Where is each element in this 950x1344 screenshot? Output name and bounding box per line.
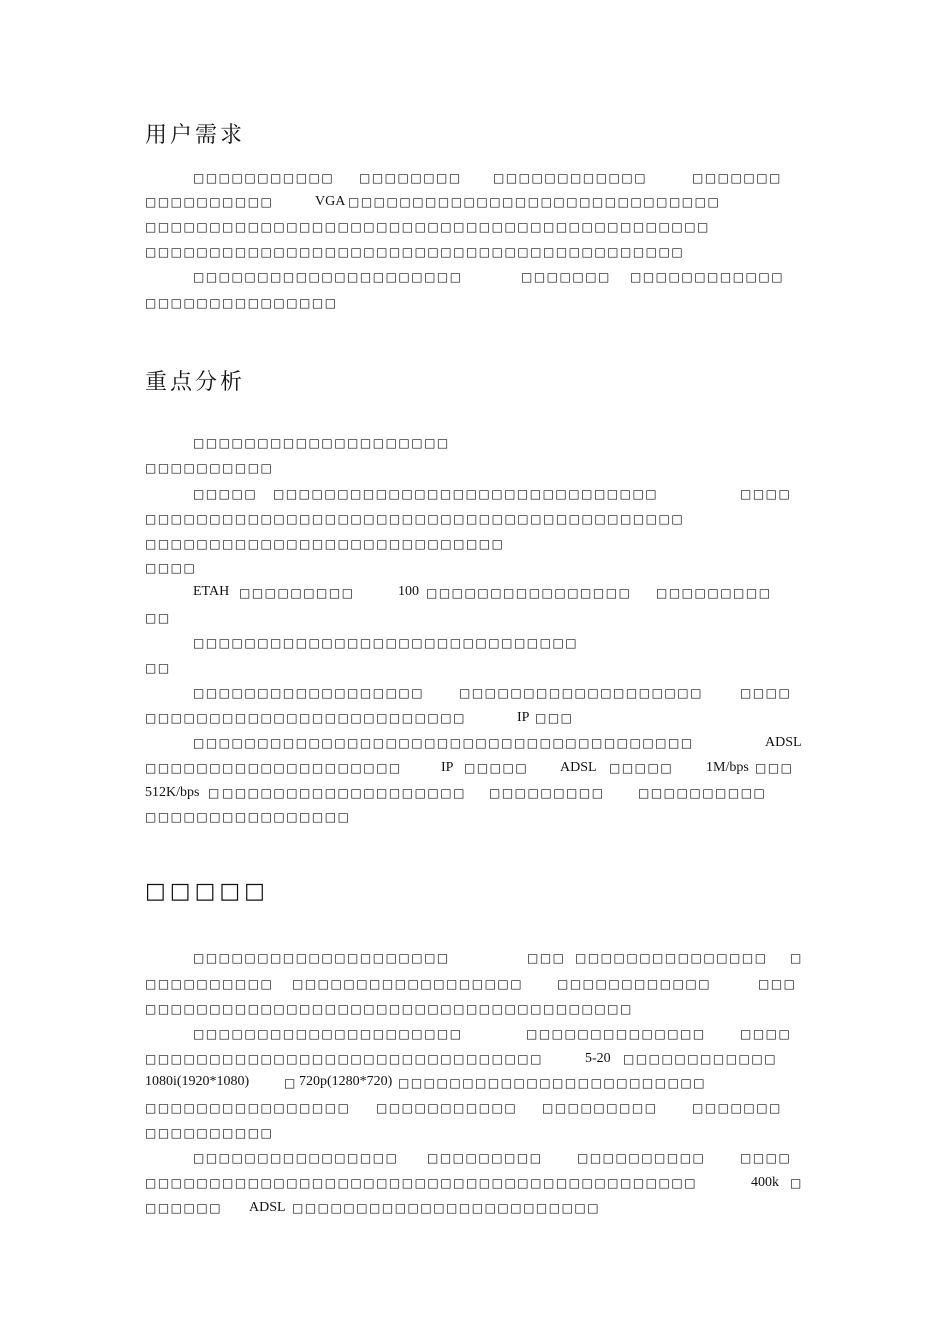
paragraph-line: □□□□□□□□□□ — [638, 786, 767, 800]
paragraph-line: □□□□□□□□□□□□□□□□□□□□□□□□□□□□□□□□□□□□□□□□□□□□ — [145, 220, 710, 234]
paragraph-line: □□□ — [535, 711, 574, 725]
paragraph-line: □□□□□□□□□□□□□□□ — [575, 951, 768, 965]
paragraph-line: □□□□□□□□□□□□□□□□□□ — [193, 686, 425, 700]
paragraph-term: IP — [517, 710, 530, 725]
paragraph-line: □□□□□□□□□□□□□□□□□□□□□□□□□ — [145, 711, 466, 725]
paragraph-line: □ — [790, 1176, 803, 1190]
paragraph-line: □□□ — [758, 977, 797, 991]
paragraph-line: □□□□□□□□□□□□□□□□□□□□□□□□□□□□□□ — [273, 487, 659, 501]
paragraph-line: □□□□□□□□□□□ — [376, 1101, 518, 1115]
paragraph-line: □□□□□□□□□□□□□□□□□□□□□□□□□□□□□□□ — [145, 1052, 543, 1066]
paragraph-line: □□□□□□□ — [521, 270, 611, 284]
paragraph-line: □□□□□□□□□□ — [145, 461, 274, 475]
paragraph-line: □□□□□□□□□□□□□□□□□□□□□ — [193, 1027, 463, 1041]
paragraph-line: □□□□□□□□□□□ — [193, 171, 335, 185]
paragraph-line: □□□□□□□□□□□□□□□□□□□□□□□□□□□□□□□□□□□□□□□□□□ — [145, 245, 685, 259]
paragraph-line: □□□□□□□□ — [359, 171, 462, 185]
paragraph-line: □□□□□□□ — [692, 171, 782, 185]
paragraph-line: □ — [284, 1076, 297, 1090]
paragraph-line: □□□□□□□□□□□□□□□□ — [145, 1101, 351, 1115]
paragraph-line: □□□□□□□□□□□□ — [493, 171, 648, 185]
paragraph-line: □□□□ — [145, 561, 197, 575]
section-heading-key-analysis: 重点分析 — [145, 370, 246, 395]
paragraph-line: □□□□□□□□□□□□□□□□□□□ — [222, 786, 466, 800]
paragraph-line: □□□ — [755, 761, 794, 775]
paragraph-term: IP — [441, 760, 454, 775]
paragraph-line: □□□□□□□□□ — [656, 586, 772, 600]
paragraph-term: 100 — [398, 584, 419, 599]
paragraph-line: □□□□□□□□□□□□□□□□□□□□□ — [193, 270, 463, 284]
paragraph-term: ADSL — [249, 1200, 286, 1215]
paragraph-line: □□□□□□□□□□□□□□□□□□□□ — [193, 436, 450, 450]
paragraph-line: □□□□□□□□□□□□□□□□□□□□□□□□□□□□□□ — [193, 636, 579, 650]
paragraph-line: □□□ — [527, 951, 566, 965]
paragraph-line: □□□□□□□□□□□□□□□□□□□□□□□□□□□□□□□□□□□□□□□ — [193, 736, 694, 750]
paragraph-line: □□ — [145, 611, 171, 625]
paragraph-line: □□□□□□□□□□□□□□□□□□□ — [459, 686, 703, 700]
paragraph-line: □□□□□□□□□□□□□□□□□□□□□□□□□□□□□□□□□□□□□□ — [145, 1002, 633, 1016]
paragraph-line: □□□□□□□□□□ — [145, 1126, 274, 1140]
paragraph-line: □□□□□□□□□□□□□□ — [526, 1027, 706, 1041]
paragraph-line: □□□□□□□□□□□□□□□□□□□□ — [145, 761, 402, 775]
paragraph-line: □□□□ — [740, 1027, 792, 1041]
paragraph-line: □□□□□□□□□□ — [145, 977, 274, 991]
paragraph-line: □□□□□□□□□□□□□□□□ — [193, 1151, 399, 1165]
paragraph-term: 1M/bps — [706, 760, 749, 775]
section-heading-user-needs: 用户需求 — [145, 123, 246, 148]
paragraph-term: 1080i(1920*1080) — [145, 1074, 250, 1089]
paragraph-term: 400k — [751, 1175, 779, 1190]
paragraph-line: □□□□□□□□□□□□□□□□□□□□ — [193, 951, 450, 965]
paragraph-line: □□□□□□□□□□□□□□□□□□ — [292, 977, 524, 991]
paragraph-line: □□□□□□□□□□□□ — [623, 1052, 778, 1066]
paragraph-line: □□□□ — [740, 1151, 792, 1165]
paragraph-line: □□□□□□□□□□□□□□□□□□□□□□□□□□□□□□□□□□□□□□□□□□ — [145, 512, 685, 526]
section-heading-3: □□□□□ — [145, 879, 269, 904]
paragraph-line: □ — [790, 951, 803, 965]
paragraph-line: □□□□□ — [609, 761, 674, 775]
paragraph-term: 5-20 — [585, 1051, 611, 1066]
paragraph-line: □□□□□□□□□□ — [577, 1151, 706, 1165]
paragraph-term: 720p(1280*720) — [299, 1074, 393, 1089]
paragraph-term: ETAH — [193, 584, 230, 599]
paragraph-line: □□□□ — [740, 487, 792, 501]
paragraph-line: □□□□□□□□□□□□□□□□□□□□□□□□ — [292, 1201, 601, 1215]
paragraph-line: □□□□□ — [193, 487, 258, 501]
paragraph-line: □□□□□□□□□□ — [145, 195, 274, 209]
paragraph-line: □□□□□□□ — [692, 1101, 782, 1115]
paragraph-line: □□□□□□□□□□□□□□□□□□□□□□□□ — [398, 1076, 707, 1090]
paragraph-line: □ — [208, 786, 221, 800]
paragraph-line: □□□□□□□□□□□□□□□□ — [145, 810, 351, 824]
paragraph-line: □□□□□□□□□ — [427, 1151, 543, 1165]
paragraph-line: □□□□ — [740, 686, 792, 700]
paragraph-line: □□□□□□□□□ — [239, 586, 355, 600]
paragraph-line: □□□□□□□□□□□□□□□□□□□□□□□□□□□□□ — [348, 195, 721, 209]
paragraph-line: □□□□□□□□□ — [489, 786, 605, 800]
paragraph-term: VGA — [315, 194, 346, 209]
paragraph-line: □□□□□□□□□□□□□□□□□□□□□□□□□□□□□□□□□□□□□□□□□□□ — [145, 1176, 698, 1190]
paragraph-term: 512K/bps — [145, 785, 200, 800]
paragraph-line: □□□□□□□□□ — [542, 1101, 658, 1115]
paragraph-line: □□ — [145, 661, 171, 675]
paragraph-term: ADSL — [560, 760, 597, 775]
paragraph-term: ADSL — [765, 735, 802, 750]
paragraph-line: □□□□□□□□□□□□ — [557, 977, 712, 991]
paragraph-line: □□□□□ — [464, 761, 529, 775]
paragraph-line: □□□□□□ — [145, 1201, 223, 1215]
paragraph-line: □□□□□□□□□□□□□□□□ — [426, 586, 632, 600]
paragraph-line: □□□□□□□□□□□□ — [630, 270, 785, 284]
paragraph-line: □□□□□□□□□□□□□□□□□□□□□□□□□□□□ — [145, 537, 505, 551]
paragraph-line: □□□□□□□□□□□□□□□ — [145, 296, 338, 310]
